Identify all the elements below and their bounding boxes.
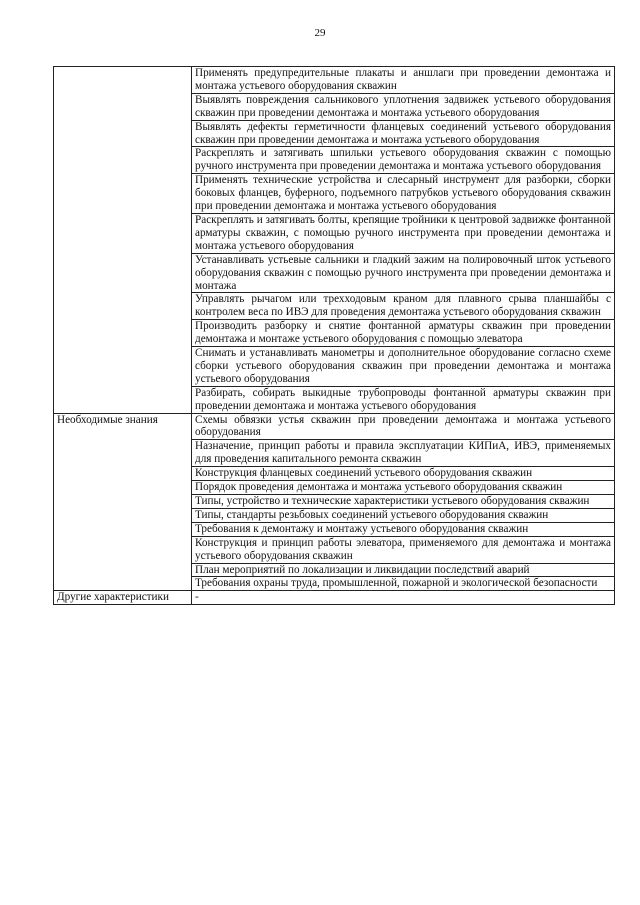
row-text-cell — [192, 522, 615, 536]
row-text-cell — [192, 253, 615, 293]
row-text-cell — [192, 120, 615, 147]
row-text: Типы, устройство и технические характеристики устьевого оборудования скважин — [195, 495, 590, 507]
row-label-cell-skills — [54, 67, 192, 414]
row-text: Требования к демонтажу и монтажу устьевого оборудования скважин — [195, 522, 529, 535]
row-text-cell — [192, 386, 615, 413]
row-text-cell — [192, 481, 615, 495]
page-number: 29 — [314, 27, 326, 39]
row-text: Раскреплять и затягивать шпильки устьевого оборудования скважин с помощью ручного инструмента при проведении демонтажа и монтажа устьевого оборудования — [195, 147, 611, 173]
row-text-cell — [192, 320, 615, 347]
row-text: Управлять рычагом или трехходовым краном для плавного срыва планшайбы с контролем веса по ИВЭ для проведения демонтажа устьевого оборудования скважин — [195, 293, 611, 319]
row-text-cell — [192, 213, 615, 253]
row-text: Снимать и устанавливать манометры и дополнительное оборудование согласно схеме сборки устьевого оборудования скважин при проведении демонтажа и монтажа устьевого оборудования — [195, 347, 611, 385]
row-text: Применять технические устройства и слесарный инструмент для разборки, сборки боковых фланцев, буферного, подъемного патрубков устьевого оборудования скважин при проведении демонтажа и монтажа устьевого оборудования — [195, 174, 611, 213]
row-text: Порядок проведения демонтажа и монтажа устьевого оборудования скважин — [195, 481, 563, 494]
row-text-cell — [192, 440, 615, 467]
row-text: Схемы обвязки устья скважин при проведении демонтажа и монтажа устьевого оборудования — [195, 413, 611, 439]
row-text-cell — [192, 413, 615, 440]
row-text: Выявлять дефекты герметичности фланцевых соединений устьевого оборудования скважин при проведении демонтажа и монтажа устьевого оборудования — [195, 120, 611, 146]
row-text-cell — [192, 536, 615, 563]
table-row — [54, 591, 615, 605]
row-label-cell-other: Другие характеристики — [54, 591, 192, 605]
row-text: Требования охраны труда, промышленной, пожарной и экологической безопасности — [195, 577, 598, 590]
row-text-cell — [192, 508, 615, 522]
row-text: Раскреплять и затягивать болты, крепящие тройники к центровой задвижке фонтанной арматуры скважин, с помощью ручного инструмента при проведении демонтажа и монтажа устьевого оборудования — [195, 213, 611, 252]
row-text: Производить разборку и снятие фонтанной арматуры скважин при проведении демонтажа и монтаже устьевого оборудования с помощью элеватора — [195, 320, 611, 346]
qualification-table — [53, 66, 615, 605]
row-text: Разбирать, собирать выкидные трубопроводы фонтанной арматуры скважин при проведении демонтажа и монтажа устьевого оборудования — [195, 386, 611, 412]
row-text: План мероприятий по локализации и ликвидации последствий аварий — [195, 563, 530, 576]
row-text: Устанавливать устьевые сальники и гладкий зажим на полировочный шток устьевого оборудования скважин с помощью ручного инструмента при проведении демонтажа и монтажа — [195, 253, 611, 292]
qualification-table-body — [54, 67, 615, 605]
row-text: Конструкция фланцевых соединений устьевого оборудования скважин — [195, 467, 533, 480]
row-text-cell — [192, 147, 615, 174]
row-text: Применять предупредительные плакаты и аншлаги при проведении демонтажа и монтажа устьевого оборудования скважин — [195, 67, 611, 92]
row-text-cell — [192, 467, 615, 481]
table-row — [54, 413, 615, 440]
row-text-cell — [192, 591, 615, 605]
row-text: Назначение, принцип работы и правила эксплуатации КИПиА, ИВЭ, применяемых для проведения капитального ремонта скважин — [195, 440, 611, 466]
row-text-cell — [192, 174, 615, 214]
row-text-cell — [192, 93, 615, 120]
row-text: Выявлять повреждения сальникового уплотнения задвижек устьевого оборудования скважин при проведении демонтажа и монтажа устьевого оборудования — [195, 93, 611, 119]
row-text: Конструкция и принцип работы элеватора, применяемого для демонтажа и монтажа устьевого оборудования скважин — [195, 536, 611, 562]
row-text: Типы, стандарты резьбовых соединений устьевого оборудования скважин — [195, 508, 549, 521]
row-text-cell — [192, 67, 615, 94]
row-text-cell — [192, 563, 615, 577]
row-text-cell — [192, 347, 615, 387]
row-label-cell-knowledge: Необходимые знания — [54, 413, 192, 591]
row-text-cell — [192, 293, 615, 320]
table-row — [54, 67, 615, 94]
row-text-cell — [192, 495, 615, 509]
row-text: - — [195, 591, 199, 604]
row-text-cell — [192, 577, 615, 591]
